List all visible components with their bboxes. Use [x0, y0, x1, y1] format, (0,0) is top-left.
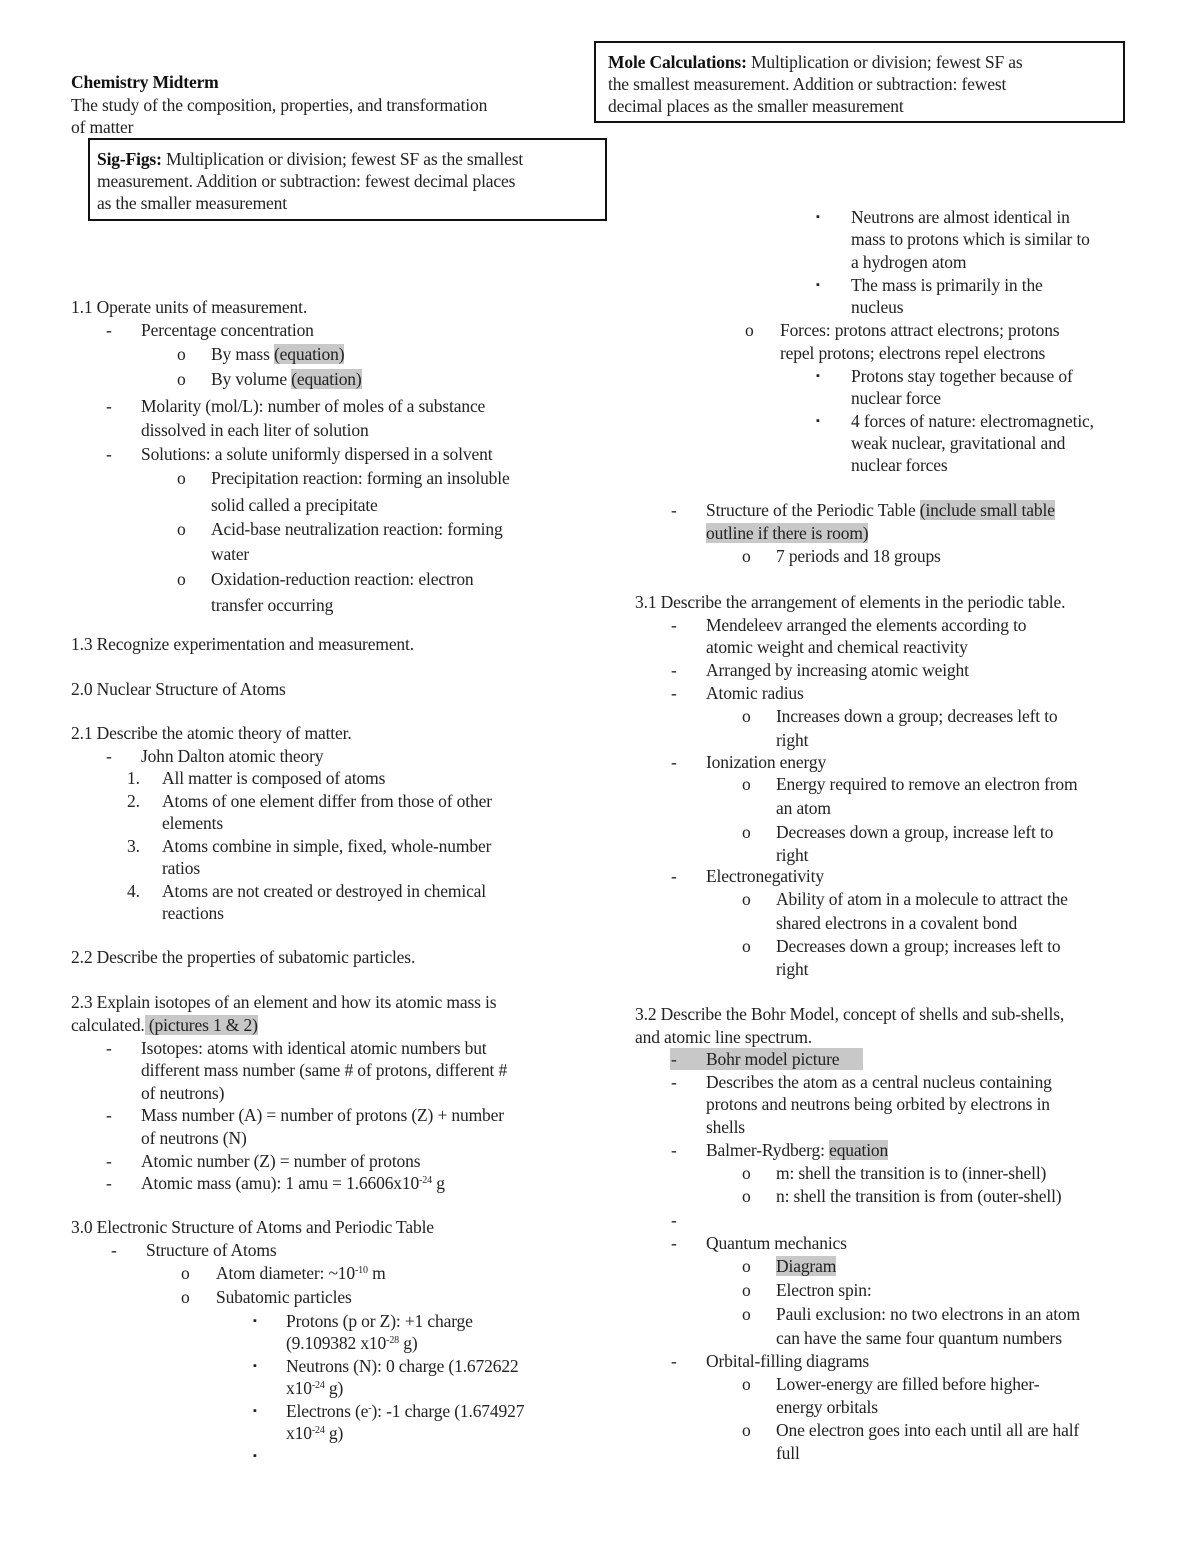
list-item-cont: transfer occurring [211, 595, 334, 615]
dash-bullet: - [106, 444, 112, 464]
list-item-cont [286, 1332, 418, 1354]
dash-bullet: - [671, 500, 677, 520]
list-item [216, 1262, 386, 1284]
circle-bullet: o [177, 344, 186, 364]
list-item-cont: nuclear force [851, 388, 941, 408]
list-item: Quantum mechanics [706, 1233, 847, 1253]
neutrons-unit: g) [324, 1378, 344, 1398]
list-item-cont [286, 1377, 343, 1399]
amu-exponent: -24 [419, 1175, 433, 1186]
number-marker: 1. [127, 768, 140, 788]
dash-bullet: - [671, 1210, 677, 1230]
mole-box-line: the smallest measurement. Addition or subtraction: fewest [608, 74, 1007, 94]
dash-bullet: - [671, 683, 677, 703]
dash-bullet: - [671, 752, 677, 772]
sigfig-box-label: Sig-Figs: [97, 149, 162, 169]
dash-bullet: - [106, 1038, 112, 1058]
neutrons-exponent: -24 [311, 1380, 325, 1391]
dash-bullet: - [106, 746, 112, 766]
list-item-cont: mass to protons which is similar to [851, 229, 1090, 249]
circle-bullet: o [742, 774, 751, 794]
list-item-cont: right [776, 845, 809, 865]
square-bullet: ▪ [253, 1360, 257, 1372]
list-item: Describes the atom as a central nucleus containing [706, 1072, 1052, 1092]
list-item-cont: full [776, 1443, 800, 1463]
list-item: Oxidation-reduction reaction: electron [211, 569, 474, 589]
section-heading: 2.3 Explain isotopes of an element and how its atomic mass is [71, 992, 497, 1012]
amu-unit: g [432, 1173, 445, 1193]
numbered-item-cont: reactions [162, 903, 224, 923]
square-bullet: ▪ [253, 1405, 257, 1417]
list-item-cont: an atom [776, 798, 831, 818]
dash-bullet: - [106, 396, 112, 416]
pictures-highlight: (pictures 1 & 2) [144, 1015, 258, 1035]
list-item-cont: nuclear forces [851, 455, 948, 475]
list-item: Neutrons (N): 0 charge (1.672622 [286, 1356, 519, 1376]
list-item-cont: energy orbitals [776, 1397, 878, 1417]
equation-highlight: (equation) [291, 369, 362, 389]
equation-highlight: (equation) [273, 344, 345, 364]
square-bullet: ▪ [816, 211, 820, 223]
list-item: Decreases down a group; increases left to [776, 936, 1061, 956]
by-volume-text: By volume [211, 369, 292, 389]
numbered-item: Atoms combine in simple, fixed, whole-number [162, 836, 492, 856]
list-item: Protons stay together because of [851, 366, 1073, 386]
dash-bullet: - [111, 1240, 117, 1260]
list-item: Lower-energy are filled before higher- [776, 1374, 1040, 1394]
periodic-table-text: Structure of the Periodic Table [706, 500, 920, 520]
circle-bullet: o [181, 1263, 190, 1283]
list-item [286, 1400, 524, 1422]
circle-bullet: o [742, 1420, 751, 1440]
list-item-cont: shells [706, 1117, 745, 1137]
list-item [211, 343, 344, 365]
sigfig-box-line: measurement. Addition or subtraction: fewest decimal places [97, 171, 516, 191]
mole-box-label: Mole Calculations: [608, 52, 747, 72]
sig-figs-box [88, 138, 607, 221]
list-item: Percentage concentration [141, 320, 314, 340]
circle-bullet: o [742, 822, 751, 842]
dash-bullet: - [671, 1049, 677, 1069]
circle-bullet: o [742, 1304, 751, 1324]
list-item: Subatomic particles [216, 1287, 352, 1307]
circle-bullet: o [177, 519, 186, 539]
list-item: Energy required to remove an electron from [776, 774, 1078, 794]
list-item-cont: dissolved in each liter of solution [141, 420, 369, 440]
amu-text: Atomic mass (amu): 1 amu = 1.6606x10 [141, 1173, 420, 1193]
dash-bullet: - [106, 320, 112, 340]
list-item-cont [286, 1422, 343, 1444]
list-item-cont: repel protons; electrons repel electrons [780, 343, 1046, 363]
square-bullet: ▪ [816, 279, 820, 291]
dash-bullet: - [671, 1072, 677, 1092]
list-item: Mass number (A) = number of protons (Z) + number [141, 1105, 504, 1125]
dash-bullet: - [671, 615, 677, 635]
list-item [706, 1139, 888, 1161]
section-heading: 3.2 Describe the Bohr Model, concept of shells and sub-shells, [635, 1004, 1065, 1024]
list-item-cont: protons and neutrons being orbited by electrons in [706, 1094, 1050, 1114]
subtitle-line: of matter [71, 117, 134, 137]
circle-bullet: o [742, 889, 751, 909]
mole-box-line: decimal places as the smaller measurement [608, 96, 904, 116]
protons-unit: g) [399, 1333, 418, 1353]
dash-bullet: - [106, 1151, 112, 1171]
number-marker: 2. [127, 791, 140, 811]
section-heading: 1.1 Operate units of measurement. [71, 297, 308, 317]
list-item: Atomic number (Z) = number of protons [141, 1151, 421, 1171]
list-item: Electronegativity [706, 866, 824, 886]
list-item: Arranged by increasing atomic weight [706, 660, 969, 680]
balmer-text: Balmer-Rydberg: [706, 1140, 830, 1160]
circle-bullet: o [177, 369, 186, 389]
list-item-cont: right [776, 730, 809, 750]
square-bullet: ▪ [816, 415, 820, 427]
list-item-cont: shared electrons in a covalent bond [776, 913, 1018, 933]
list-item-cont: water [211, 544, 250, 564]
calculated-text: calculated. [71, 1015, 145, 1035]
dash-bullet: - [671, 1140, 677, 1160]
list-item [211, 368, 362, 390]
circle-bullet: o [181, 1287, 190, 1307]
list-item [141, 1172, 445, 1194]
list-item: Bohr model picture [706, 1049, 840, 1069]
list-item-cont: different mass number (same # of protons, different # [141, 1060, 508, 1080]
dash-bullet: - [671, 660, 677, 680]
circle-bullet: o [742, 1163, 751, 1183]
list-item-cont: atomic weight and chemical reactivity [706, 637, 968, 657]
protons-mass-text: (9.109382 x10 [286, 1333, 387, 1353]
mole-calculations-box [594, 41, 1125, 123]
circle-bullet: o [742, 936, 751, 956]
number-marker: 4. [127, 881, 140, 901]
list-item: Precipitation reaction: forming an insoluble [211, 468, 510, 488]
list-item: Mendeleev arranged the elements according to [706, 615, 1027, 635]
dash-bullet: - [671, 1351, 677, 1371]
list-item-cont: solid called a precipitate [211, 495, 378, 515]
circle-bullet: o [742, 1280, 751, 1300]
electrons-mass-text: x10 [286, 1423, 312, 1443]
list-item: Ability of atom in a molecule to attract the [776, 889, 1068, 909]
square-bullet: ▪ [253, 1315, 257, 1327]
list-item: Neutrons are almost identical in [851, 207, 1070, 227]
section-heading-cont [71, 1014, 258, 1036]
list-item: Solutions: a solute uniformly dispersed in a solvent [141, 444, 493, 464]
list-item-cont: can have the same four quantum numbers [776, 1328, 1062, 1348]
circle-bullet: o [177, 569, 186, 589]
list-item: Protons (p or Z): +1 charge [286, 1311, 473, 1331]
numbered-item: Atoms of one element differ from those of other [162, 791, 492, 811]
neutrons-mass-text: x10 [286, 1378, 312, 1398]
numbered-item-cont: ratios [162, 858, 200, 878]
diagram-highlight: Diagram [776, 1256, 837, 1276]
list-item: m: shell the transition is to (inner-shell) [776, 1163, 1047, 1183]
list-item [776, 1255, 836, 1277]
diameter-unit: m [367, 1263, 386, 1283]
electrons-text: Electrons (e [286, 1401, 369, 1421]
list-item: Atomic radius [706, 683, 804, 703]
list-item-cont: of neutrons (N) [141, 1128, 247, 1148]
circle-bullet: o [742, 546, 751, 566]
list-item: Acid-base neutralization reaction: forming [211, 519, 503, 539]
electrons-exponent: -24 [311, 1425, 325, 1436]
list-item: Molarity (mol/L): number of moles of a substance [141, 396, 486, 416]
circle-bullet: o [177, 468, 186, 488]
list-item-cont: weak nuclear, gravitational and [851, 433, 1066, 453]
circle-bullet: o [745, 320, 754, 340]
list-item: Isotopes: atoms with identical atomic numbers but [141, 1038, 487, 1058]
diameter-exponent: -10 [354, 1265, 368, 1276]
by-mass-text: By mass [211, 344, 274, 364]
circle-bullet: o [742, 1256, 751, 1276]
circle-bullet: o [742, 1186, 751, 1206]
list-item-cont: nucleus [851, 297, 904, 317]
numbered-item: Atoms are not created or destroyed in chemical [162, 881, 487, 901]
list-item-cont: of neutrons) [141, 1083, 225, 1103]
circle-bullet: o [742, 706, 751, 726]
list-item: Decreases down a group, increase left to [776, 822, 1054, 842]
list-item: n: shell the transition is from (outer-shell) [776, 1186, 1062, 1206]
periodic-table-highlight: (include small table [919, 500, 1055, 520]
electrons-charge-text: ): -1 charge (1.674927 [371, 1401, 525, 1421]
section-heading: 3.0 Electronic Structure of Atoms and Periodic Table [71, 1217, 434, 1237]
section-heading: 3.1 Describe the arrangement of elements in the periodic table. [635, 592, 1066, 612]
section-heading-cont: and atomic line spectrum. [635, 1027, 813, 1047]
dash-bullet: - [106, 1173, 112, 1193]
mole-box-text: Multiplication or division; fewest SF as [746, 52, 1023, 72]
subtitle-line: The study of the composition, properties, and transformation [71, 95, 488, 115]
list-item: Increases down a group; decreases left to [776, 706, 1058, 726]
number-marker: 3. [127, 836, 140, 856]
protons-exponent: -28 [386, 1335, 400, 1346]
list-item: Forces: protons attract electrons; protons [780, 320, 1060, 340]
periodic-table-highlight: outline if there is room) [706, 523, 869, 543]
list-item-cont: right [776, 959, 809, 979]
list-item: Electron spin: [776, 1280, 872, 1300]
page-title: Chemistry Midterm [71, 72, 219, 92]
circle-bullet: o [742, 1374, 751, 1394]
list-item: Orbital-filling diagrams [706, 1351, 870, 1371]
list-item: 4 forces of nature: electromagnetic, [851, 411, 1094, 431]
list-item-cont [706, 522, 868, 544]
electron-charge-sup: - [368, 1403, 372, 1414]
sigfig-box-line [97, 148, 523, 170]
square-bullet: ▪ [253, 1450, 257, 1462]
sigfig-box-text: Multiplication or division; fewest SF as the smallest [161, 149, 524, 169]
section-heading: 2.1 Describe the atomic theory of matter. [71, 723, 352, 743]
section-heading: 2.2 Describe the properties of subatomic particles. [71, 947, 416, 967]
electrons-unit: g) [324, 1423, 344, 1443]
list-item: Pauli exclusion: no two electrons in an atom [776, 1304, 1080, 1324]
diameter-text: Atom diameter: ~10 [216, 1263, 355, 1283]
list-item: One electron goes into each until all are half [776, 1420, 1080, 1440]
list-item: Ionization energy [706, 752, 827, 772]
numbered-item-cont: elements [162, 813, 223, 833]
list-item-cont: a hydrogen atom [851, 252, 967, 272]
square-bullet: ▪ [816, 370, 820, 382]
dash-bullet: - [671, 866, 677, 886]
dash-bullet: - [106, 1105, 112, 1125]
mole-box-line [608, 51, 1023, 73]
sigfig-box-line: as the smaller measurement [97, 193, 287, 213]
section-heading: 1.3 Recognize experimentation and measurement. [71, 634, 414, 654]
list-item: 7 periods and 18 groups [776, 546, 941, 566]
numbered-item: All matter is composed of atoms [162, 768, 386, 788]
section-heading: 2.0 Nuclear Structure of Atoms [71, 679, 286, 699]
list-item: John Dalton atomic theory [141, 746, 324, 766]
list-item: Structure of Atoms [146, 1240, 277, 1260]
dash-bullet: - [671, 1233, 677, 1253]
equation-highlight: equation [829, 1140, 889, 1160]
list-item: The mass is primarily in the [851, 275, 1043, 295]
list-item [706, 499, 1055, 521]
